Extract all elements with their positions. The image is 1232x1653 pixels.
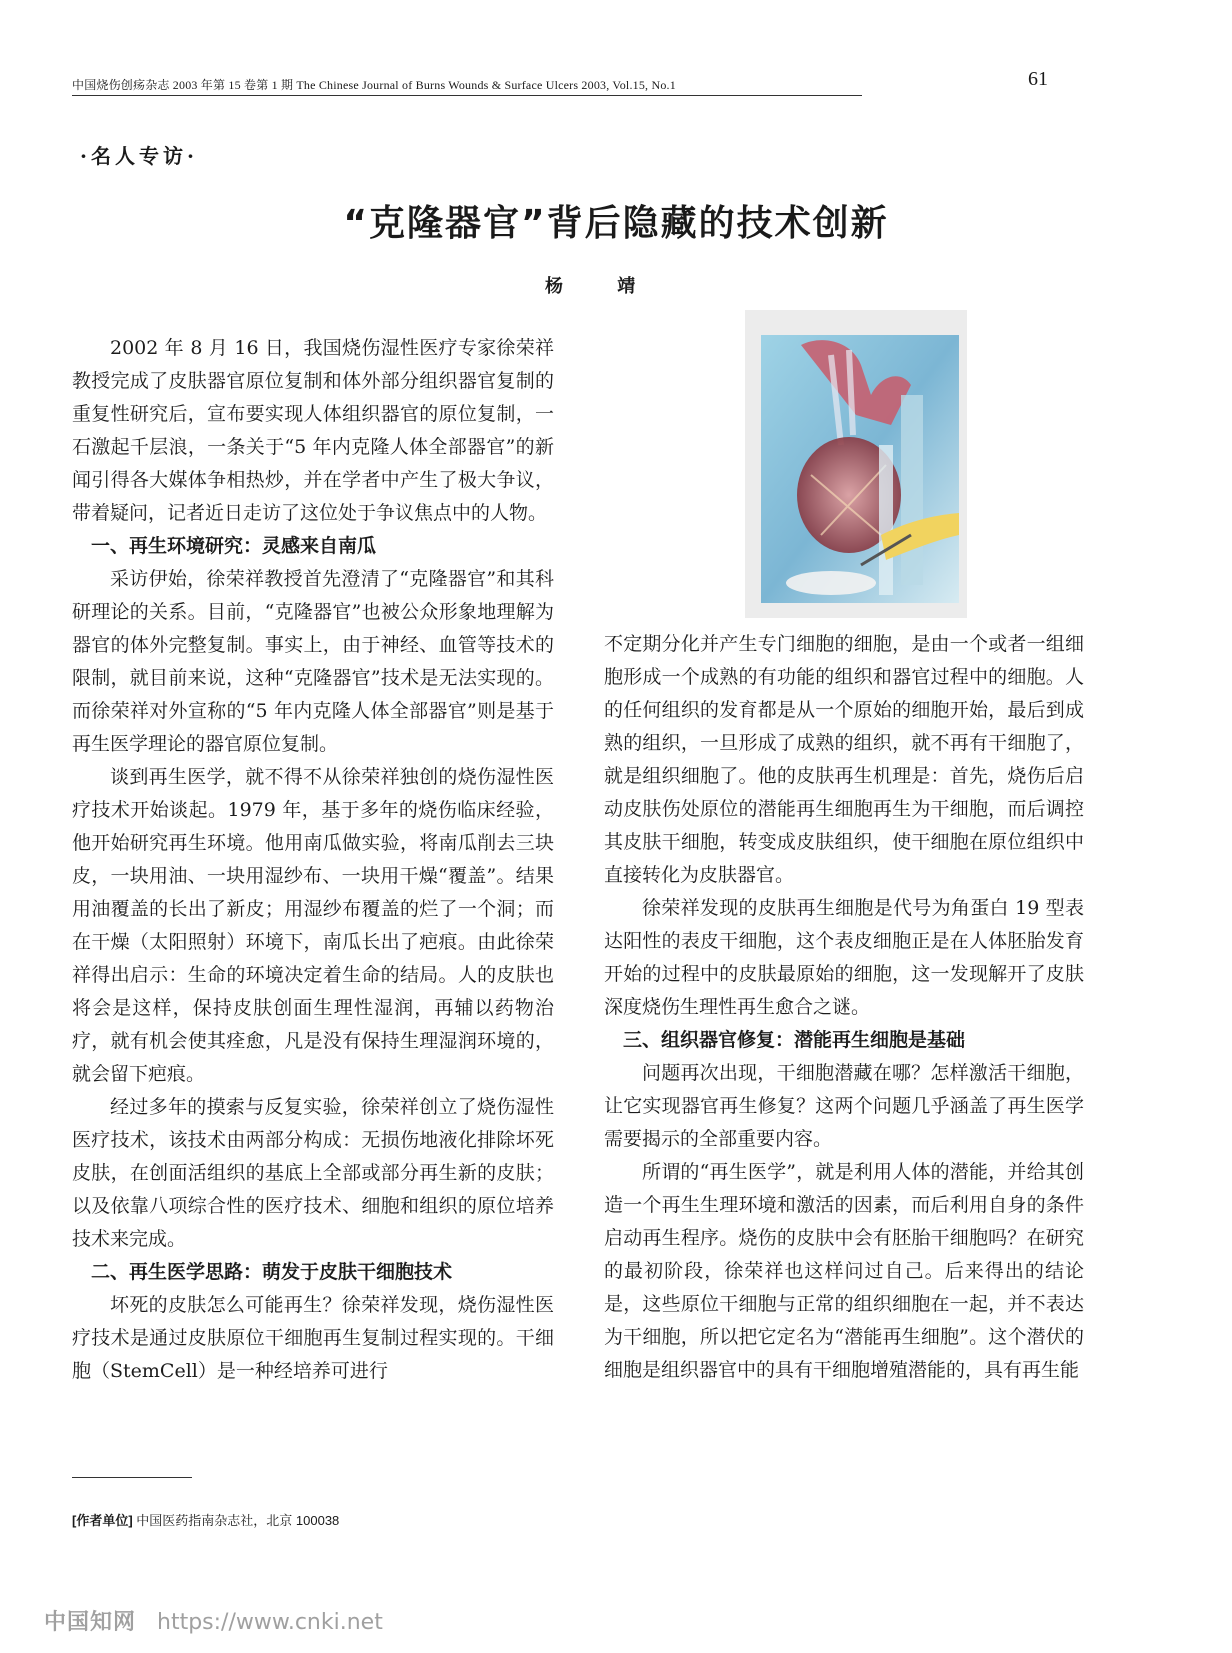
header-rule: [72, 95, 862, 96]
illustration-organ-image: [761, 335, 959, 603]
paragraph: 所谓的“再生医学”，就是利用人体的潜能，并给其创造一个再生生理环境和激活的因素，而后利用自身的条件启动再生程序。烧伤的皮肤中会有胚胎干细胞吗？在研究的最初阶段，徐荣祥也这样问过自己。后来得出的结论是，这些原位干细胞与正常的组织细胞在一起，并不表达为干细胞，所以把它定名为“潜能再生细胞”。这个潜伏的细胞是组织器官中的具有干细胞增殖潜能的，具有再生能: [604, 1161, 1084, 1381]
column-tag: ·名人专访·: [80, 144, 198, 168]
watermark-brand: 中国知网: [44, 1610, 137, 1635]
right-column: [604, 628, 1084, 1387]
cnki-watermark: [44, 1605, 383, 1636]
paragraph: 经过多年的摸索与反复实验，徐荣祥创立了烧伤湿性医疗技术，该技术由两部分构成：无损伤地液化排除坏死皮肤，在创面活组织的基底上全部或部分再生新的皮肤；以及依靠八项综合性的医疗技术、细胞和组织的原位培养技术来完成。: [72, 1096, 554, 1250]
paragraph: 谈到再生医学，就不得不从徐荣祥独创的烧伤湿性医疗技术开始谈起。1979 年，基于多年的烧伤临床经验，他开始研究再生环境。他用南瓜做实验，将南瓜削去三块皮，一块用油、一块用湿纱布、一块用干燥“覆盖”。结果用油覆盖的长出了新皮；用湿纱布覆盖的烂了一个洞；而在干燥（太阳照射）环境下，南瓜长出了疤痕。由此徐荣祥得出启示：生命的环境决定着生命的结局。人的皮肤也将会是这样，保持皮肤创面生理性湿润，再辅以药物治疗，就有机会使其痊愈，凡是没有保持生理湿润环境的，就会留下疤痕。: [72, 766, 554, 1085]
paragraph: 坏死的皮肤怎么可能再生？徐荣祥发现，烧伤湿性医疗技术是通过皮肤原位干细胞再生复制过程实现的。干细胞（StemCell）是一种经培养可进行: [72, 1294, 554, 1382]
section-heading: 三、组织器官修复：潜能再生细胞是基础: [623, 1029, 966, 1051]
paragraph: 采访伊始，徐荣祥教授首先澄清了“克隆器官”和其科研理论的关系。目前，“克隆器官”也被公众形象地理解为器官的体外完整复制。事实上，由于神经、血管等技术的限制，就目前来说，这种“克隆器官”技术是无法实现的。而徐荣祥对外宣称的“5 年内克隆人体全部器官”则是基于再生医学理论的器官原位复制。: [72, 568, 554, 755]
running-head: 中国烧伤创疡杂志 2003 年第 15 卷第 1 期 The Chinese Journal of Burns Wounds & Surface Ulcers 2003, Vol.15, No.1: [72, 78, 676, 92]
watermark-url: https://www.cnki.net: [157, 1610, 383, 1635]
paragraph: 问题再次出现，干细胞潜藏在哪？怎样激活干细胞，让它实现器官再生修复？这两个问题几乎涵盖了再生医学需要揭示的全部重要内容。: [604, 1062, 1084, 1150]
left-column: [72, 332, 554, 1388]
page-number: 61: [1028, 68, 1048, 90]
article-author: 杨 靖: [545, 276, 660, 297]
paragraph: 不定期分化并产生专门细胞的细胞，是由一个或者一组细胞形成一个成熟的有功能的组织和器官过程中的细胞。人的任何组织的发育都是从一个原始的细胞开始，最后到成熟的组织，一旦形成了成熟的组织，就不再有干细胞了，就是组织细胞了。他的皮肤再生机理是：首先，烧伤后启动皮肤伤处原位的潜能再生细胞再生为干细胞，而后调控其皮肤干细胞，转变成皮肤组织，使干细胞在原位组织中直接转化为皮肤器官。: [604, 633, 1084, 886]
paragraph: 2002 年 8 月 16 日，我国烧伤湿性医疗专家徐荣祥教授完成了皮肤器官原位复制和体外部分组织器官复制的重复性研究后，宣布要实现人体组织器官的原位复制，一石激起千层浪，一条关于“5 年内克隆人体全部器官”的新闻引得各大媒体争相热炒，并在学者中产生了极大争议，带着疑问，记者近日走访了这位处于争议焦点中的人物。: [72, 337, 554, 524]
affiliation-text: 中国医药指南杂志社，北京 100038: [136, 1513, 340, 1528]
author-affiliation: [72, 1510, 339, 1529]
section-heading: 一、再生环境研究：灵感来自南瓜: [91, 535, 377, 557]
section-heading: 二、再生医学思路：萌发于皮肤干细胞技术: [91, 1261, 453, 1283]
paragraph: 徐荣祥发现的皮肤再生细胞是代号为角蛋白 19 型表达阳性的表皮干细胞，这个表皮细胞正是在人体胚胎发育开始的过程中的皮肤最原始的细胞，这一发现解开了皮肤深度烧伤生理性再生愈合之谜。: [604, 897, 1084, 1018]
footnote-rule: [72, 1477, 192, 1478]
affiliation-label: [作者单位]: [72, 1513, 133, 1528]
article-title: “克隆器官”背后隐藏的技术创新: [343, 203, 889, 244]
